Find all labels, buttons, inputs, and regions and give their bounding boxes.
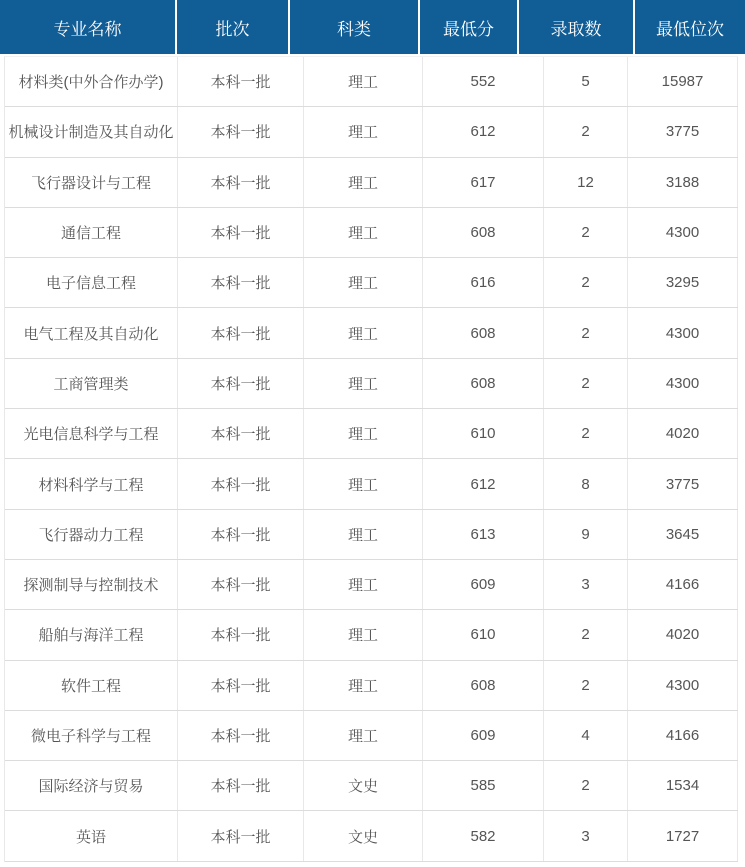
cell-min-score: 609 [423,711,544,760]
cell-category: 理工 [304,560,423,609]
cell-min-rank: 3775 [628,107,738,156]
cell-category: 理工 [304,409,423,458]
cell-major: 光电信息科学与工程 [5,409,178,458]
cell-batch: 本科一批 [178,359,304,408]
cell-major: 电气工程及其自动化 [5,308,178,357]
cell-major: 船舶与海洋工程 [5,610,178,659]
cell-admit-count: 2 [544,661,628,710]
cell-min-score: 617 [423,158,544,207]
cell-category: 理工 [304,459,423,508]
cell-admit-count: 2 [544,761,628,810]
header-cell-batch: 批次 [175,0,288,54]
cell-admit-count: 3 [544,811,628,860]
header-cell-min-rank: 最低位次 [633,0,745,54]
cell-category: 理工 [304,661,423,710]
cell-category: 文史 [304,761,423,810]
cell-batch: 本科一批 [178,811,304,860]
cell-major: 国际经济与贸易 [5,761,178,810]
cell-batch: 本科一批 [178,107,304,156]
table-row [5,409,738,459]
table-row [5,560,738,610]
cell-batch: 本科一批 [178,158,304,207]
cell-min-rank: 4166 [628,560,738,609]
table-row [5,459,738,509]
cell-category: 理工 [304,610,423,659]
cell-major: 材料类(中外合作办学) [5,57,178,106]
header-cell-major: 专业名称 [0,0,175,54]
cell-category: 理工 [304,359,423,408]
cell-batch: 本科一批 [178,57,304,106]
table-row [5,761,738,811]
cell-batch: 本科一批 [178,560,304,609]
cell-category: 理工 [304,711,423,760]
cell-min-score: 613 [423,510,544,559]
table-row [5,811,738,861]
cell-min-rank: 4300 [628,661,738,710]
cell-category: 理工 [304,107,423,156]
cell-min-rank: 4300 [628,359,738,408]
cell-category: 理工 [304,57,423,106]
cell-category: 理工 [304,308,423,357]
cell-category: 文史 [304,811,423,860]
table-row [5,610,738,660]
cell-min-score: 608 [423,208,544,257]
cell-batch: 本科一批 [178,409,304,458]
header-cell-min-score: 最低分 [418,0,517,54]
cell-min-score: 582 [423,811,544,860]
table-row [5,107,738,157]
cell-min-rank: 4020 [628,409,738,458]
cell-min-score: 610 [423,610,544,659]
cell-batch: 本科一批 [178,459,304,508]
table-header-row [0,0,745,54]
cell-major: 微电子科学与工程 [5,711,178,760]
cell-admit-count: 4 [544,711,628,760]
header-cell-admit-count: 录取数 [517,0,633,54]
cell-min-score: 616 [423,258,544,307]
cell-admit-count: 2 [544,359,628,408]
cell-major: 材料科学与工程 [5,459,178,508]
cell-min-rank: 3775 [628,459,738,508]
cell-admit-count: 12 [544,158,628,207]
cell-batch: 本科一批 [178,761,304,810]
cell-min-rank: 4020 [628,610,738,659]
cell-min-score: 612 [423,107,544,156]
cell-category: 理工 [304,208,423,257]
cell-category: 理工 [304,158,423,207]
cell-admit-count: 5 [544,57,628,106]
cell-batch: 本科一批 [178,258,304,307]
cell-min-score: 612 [423,459,544,508]
table-row [5,308,738,358]
cell-major: 电子信息工程 [5,258,178,307]
cell-min-rank: 3645 [628,510,738,559]
cell-min-rank: 3188 [628,158,738,207]
cell-min-rank: 4300 [628,208,738,257]
table-row [5,510,738,560]
cell-category: 理工 [304,258,423,307]
table-row [5,661,738,711]
cell-min-rank: 4300 [628,308,738,357]
cell-major: 软件工程 [5,661,178,710]
cell-major: 英语 [5,811,178,860]
table-row [5,208,738,258]
cell-admit-count: 2 [544,308,628,357]
cell-admit-count: 9 [544,510,628,559]
cell-admit-count: 8 [544,459,628,508]
table-body [4,56,738,862]
table-row [5,158,738,208]
cell-min-rank: 1727 [628,811,738,860]
cell-admit-count: 2 [544,208,628,257]
cell-min-rank: 15987 [628,57,738,106]
cell-admit-count: 2 [544,409,628,458]
table-row [5,359,738,409]
cell-major: 探测制导与控制技术 [5,560,178,609]
cell-min-score: 610 [423,409,544,458]
table-row [5,57,738,107]
cell-min-score: 608 [423,308,544,357]
cell-batch: 本科一批 [178,610,304,659]
cell-batch: 本科一批 [178,661,304,710]
cell-min-score: 585 [423,761,544,810]
cell-min-score: 608 [423,359,544,408]
cell-major: 工商管理类 [5,359,178,408]
cell-batch: 本科一批 [178,510,304,559]
cell-min-rank: 3295 [628,258,738,307]
cell-category: 理工 [304,510,423,559]
cell-admit-count: 3 [544,560,628,609]
cell-major: 机械设计制造及其自动化 [5,107,178,156]
cell-min-score: 609 [423,560,544,609]
cell-major: 通信工程 [5,208,178,257]
header-cell-category: 科类 [288,0,418,54]
cell-min-rank: 1534 [628,761,738,810]
table-row [5,258,738,308]
cell-min-score: 552 [423,57,544,106]
cell-batch: 本科一批 [178,308,304,357]
cell-major: 飞行器设计与工程 [5,158,178,207]
cell-min-rank: 4166 [628,711,738,760]
cell-major: 飞行器动力工程 [5,510,178,559]
table-row [5,711,738,761]
cell-batch: 本科一批 [178,208,304,257]
cell-admit-count: 2 [544,258,628,307]
cell-min-score: 608 [423,661,544,710]
cell-admit-count: 2 [544,107,628,156]
cell-admit-count: 2 [544,610,628,659]
cell-batch: 本科一批 [178,711,304,760]
